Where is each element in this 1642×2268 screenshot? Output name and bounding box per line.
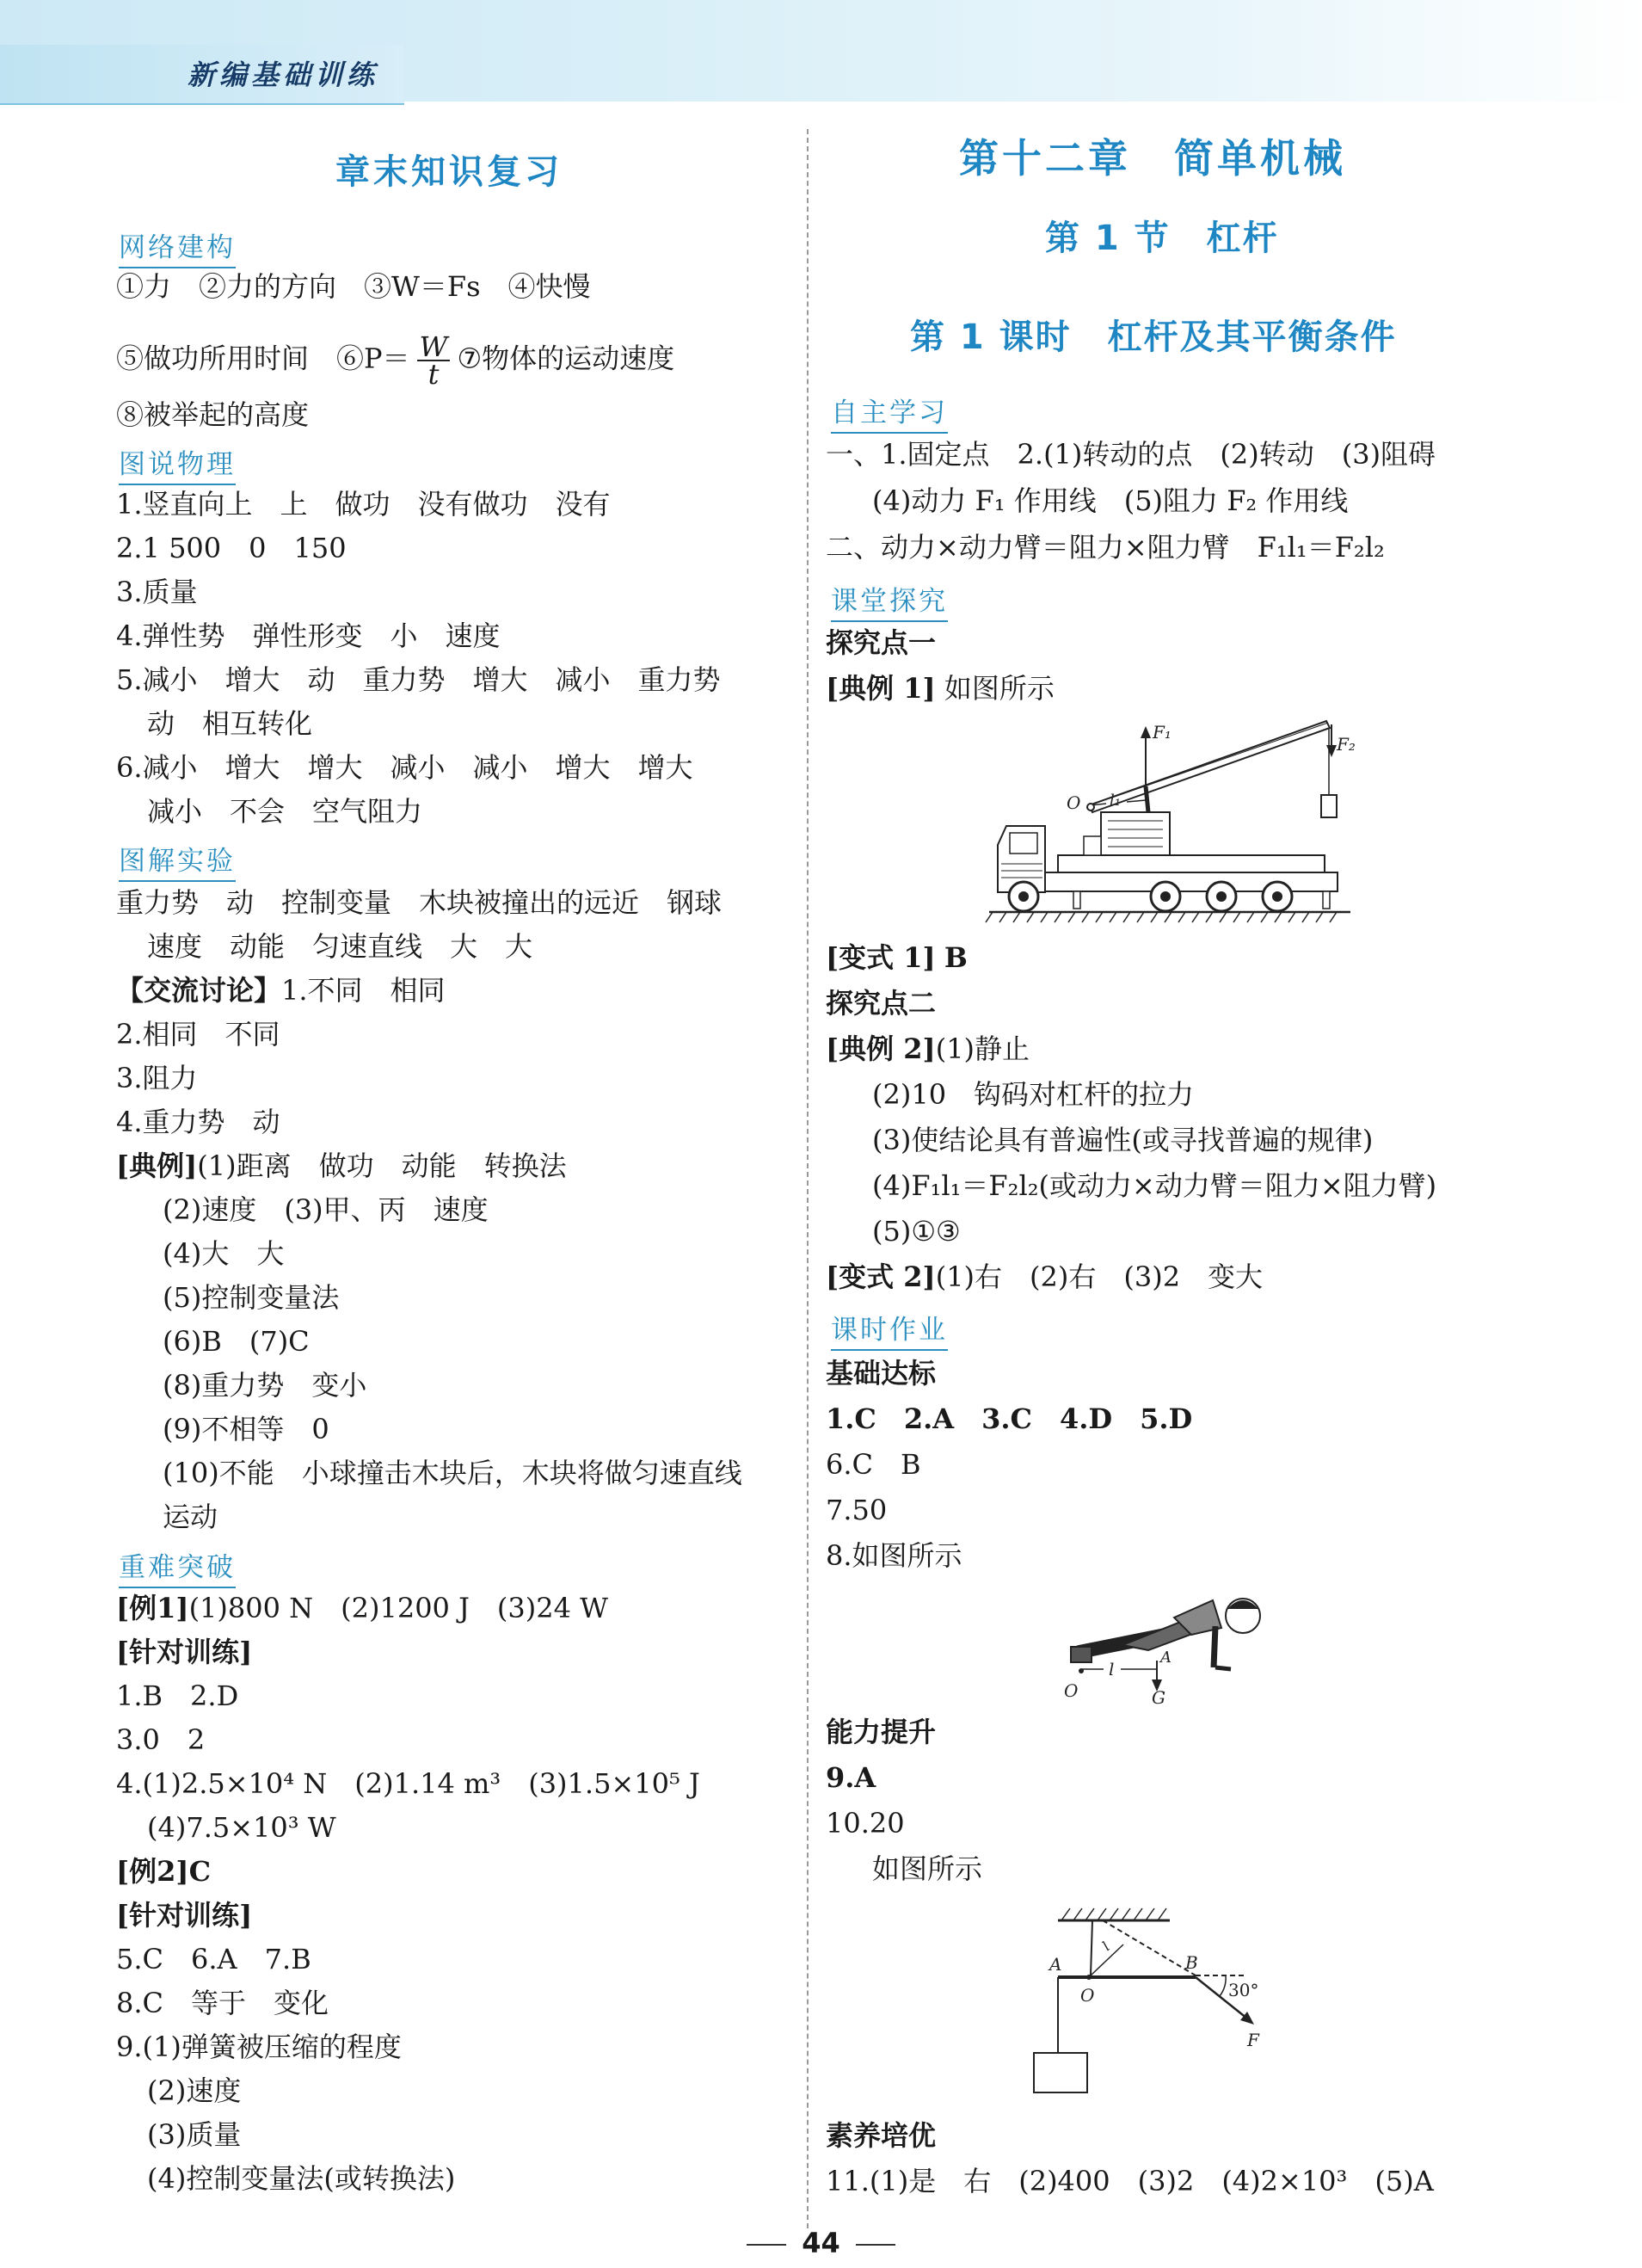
discussion-line: 4.重力势 动 [116,1106,280,1138]
example-2-line: (2)10 钩码对杠杆的拉力 [872,1078,1195,1111]
example-2-text: C [188,1855,212,1888]
illustrated-line: 6.减小 增大 增大 减小 减小 增大 增大 [116,751,693,784]
example-1-text: (1)800 N (2)1200 J (3)24 W [188,1592,609,1624]
example-line: (9)不相等 0 [163,1413,329,1445]
training-tag: [针对训练] [116,1636,253,1668]
series-title: 新编基础训练 [188,59,379,91]
label-l1: l₁ [1110,792,1121,810]
illustrated-line: 5.减小 增大 动 重力势 增大 减小 重力势 [116,663,721,696]
illustrated-line: 4.弹性势 弹性形变 小 速度 [116,619,501,652]
label-o: O [1064,1680,1079,1701]
illustrated-line: 2.1 500 0 150 [116,532,347,564]
example-line: 运动 [163,1501,218,1533]
discussion-tag: 【交流讨论】 [116,974,282,1007]
dash-right [856,2244,895,2246]
network-line-3: ⑧被举起的高度 [116,398,310,431]
example-line: (5)控制变量法 [163,1281,340,1314]
lesson-title: 第 1 课时 杠杆及其平衡条件 [910,317,1397,357]
breakthrough-example-1 [116,1591,608,1625]
training-tag: [针对训练] [116,1899,253,1932]
label-g: G [1152,1687,1165,1708]
chapter-title: 第十二章 简单机械 [959,135,1346,182]
training-line: (2)速度 [147,2074,242,2107]
section-title: 第 1 节 杠杆 [1045,219,1279,258]
breakthrough-example-2 [116,1854,211,1889]
example-2-line: (3)使结论具有普遍性(或寻找普遍的规律) [872,1124,1374,1156]
ability-heading: 能力提升 [826,1716,937,1748]
explore-point-2: 探究点二 [826,987,937,1020]
column-divider [807,129,809,2228]
label-o: O [1080,1985,1095,2006]
basic-line: 6.C B [826,1448,921,1481]
section-homework: 课时作业 [831,1308,948,1351]
example-line: (4)大 大 [163,1237,285,1270]
example-2-tag: [例2] [116,1855,189,1888]
example-first: (1)距离 做功 动能 转换法 [197,1149,567,1182]
basic-line: 7.50 [826,1494,888,1526]
page-number-value: 44 [802,2227,840,2259]
training-line: 5.C 6.A 7.B [116,1943,311,1975]
label-f2: F₂ [1337,734,1356,755]
section-explore: 课堂探究 [831,579,948,622]
label-o: O [1067,792,1081,813]
label-angle: 30° [1228,1980,1259,2000]
section-breakthrough: 重难突破 [119,1545,236,1588]
discussion-first: 1.不同 相同 [281,974,446,1007]
example-line: (2)速度 (3)甲、丙 速度 [163,1193,489,1226]
variation-2-text: (1)右 (2)右 (3)2 变大 [935,1260,1264,1293]
basic-heading: 基础达标 [826,1357,937,1390]
variation-1-text: B [944,941,968,974]
variation-2-tag: [变式 2] [826,1260,936,1293]
discussion-line: 2.相同 不同 [116,1018,280,1051]
example-2-tag: [典例 2] [826,1032,936,1065]
label-f1: F₁ [1153,722,1172,743]
self-study-line: 一、1.固定点 2.(1)转动的点 (2)转动 (3)阻碍 [826,438,1436,471]
training-line: 8.C 等于 变化 [116,1987,329,2019]
training-line: 1.B 2.D [116,1679,239,1712]
training-line: (4)7.5×10³ W [147,1811,336,1844]
example-line [116,1149,567,1183]
training-line: 9.(1)弹簧被压缩的程度 [116,2031,402,2063]
explore-example-2 [826,1032,1030,1066]
dash-left [747,2244,786,2246]
variation-1 [826,940,968,975]
training-line: 3.0 2 [116,1723,206,1756]
experiment-line: 速度 动能 匀速直线 大 大 [147,930,533,963]
network-line-2 [116,330,675,391]
crane-truck-figure [981,716,1359,929]
fraction-denominator: t [427,358,440,391]
ability-line: 10.20 [826,1807,905,1840]
section-self-study: 自主学习 [831,391,948,434]
discussion-line [116,973,446,1008]
variation-2 [826,1260,1263,1294]
illustrated-line: 动 相互转化 [147,707,313,740]
review-title: 章末知识复习 [335,152,563,192]
example-1-text: 如图所示 [944,672,1055,705]
power-fraction [417,330,451,391]
ability-line: 如图所示 [872,1852,983,1885]
illustrated-line: 1.竖直向上 上 做功 没有做功 没有 [116,488,611,521]
basic-line: 1.C 2.A 3.C 4.D 5.D [826,1402,1193,1435]
label-l: l [1109,1659,1115,1679]
example-1-tag: [例1] [116,1592,189,1624]
fraction-numerator: W [417,334,451,361]
label-l: l [1098,1938,1113,1954]
label-f: F [1247,2030,1259,2050]
example-tag: [典例] [116,1149,198,1182]
network-line-2-pre: ⑤做功所用时间 ⑥P＝ [116,342,410,375]
label-b: B [1185,1952,1198,1973]
illustrated-line: 减小 不会 空气阻力 [147,795,423,828]
self-study-line: 二、动力×动力臂＝阻力×阻力臂 F₁l₁＝F₂l₂ [826,531,1385,564]
ability-line: 9.A [826,1761,876,1794]
example-2-line: (5)①③ [872,1215,961,1248]
excellence-heading: 素养培优 [826,2119,937,2152]
lever-figure [1032,1901,1259,2091]
explore-point-1: 探究点一 [826,626,937,659]
training-line: 4.(1)2.5×10⁴ N (2)1.14 m³ (3)1.5×10⁵ J [116,1767,700,1800]
illustrated-line: 3.质量 [116,576,198,608]
example-line: (6)B (7)C [163,1325,310,1358]
experiment-line: 重力势 动 控制变量 木块被撞出的远近 钢球 [116,886,723,919]
section-experiment: 图解实验 [119,839,236,882]
example-line: (10)不能 小球撞击木块后，木块将做匀速直线 [163,1457,742,1489]
variation-1-tag: [变式 1] [826,941,936,974]
self-study-line: (4)动力 F₁ 作用线 (5)阻力 F₂ 作用线 [872,484,1349,517]
page-number [0,2227,1642,2259]
basic-line: 8.如图所示 [826,1539,962,1572]
excellence-line: 11.(1)是 右 (2)400 (3)2 (4)2×10³ (5)A [826,2165,1434,2197]
explore-example-1 [826,671,1055,706]
example-2-first: (1)静止 [935,1032,1030,1065]
network-line-1: ①力 ②力的方向 ③W＝Fs ④快慢 [116,270,591,303]
network-line-2-post: ⑦物体的运动速度 [457,342,675,375]
example-2-line: (4)F₁l₁＝F₂l₂(或动力×动力臂＝阻力×阻力臂) [872,1169,1437,1202]
example-1-tag: [典例 1] [826,672,936,705]
training-line: (4)控制变量法(或转换法) [147,2162,456,2195]
section-network: 网络建构 [119,225,236,268]
label-a: A [1049,1954,1062,1975]
push-up-figure [1062,1583,1269,1708]
label-a: A [1160,1649,1172,1667]
section-illustrated: 图说物理 [119,442,236,485]
example-line: (8)重力势 变小 [163,1369,367,1402]
discussion-line: 3.阻力 [116,1062,198,1094]
training-line: (3)质量 [147,2118,242,2151]
